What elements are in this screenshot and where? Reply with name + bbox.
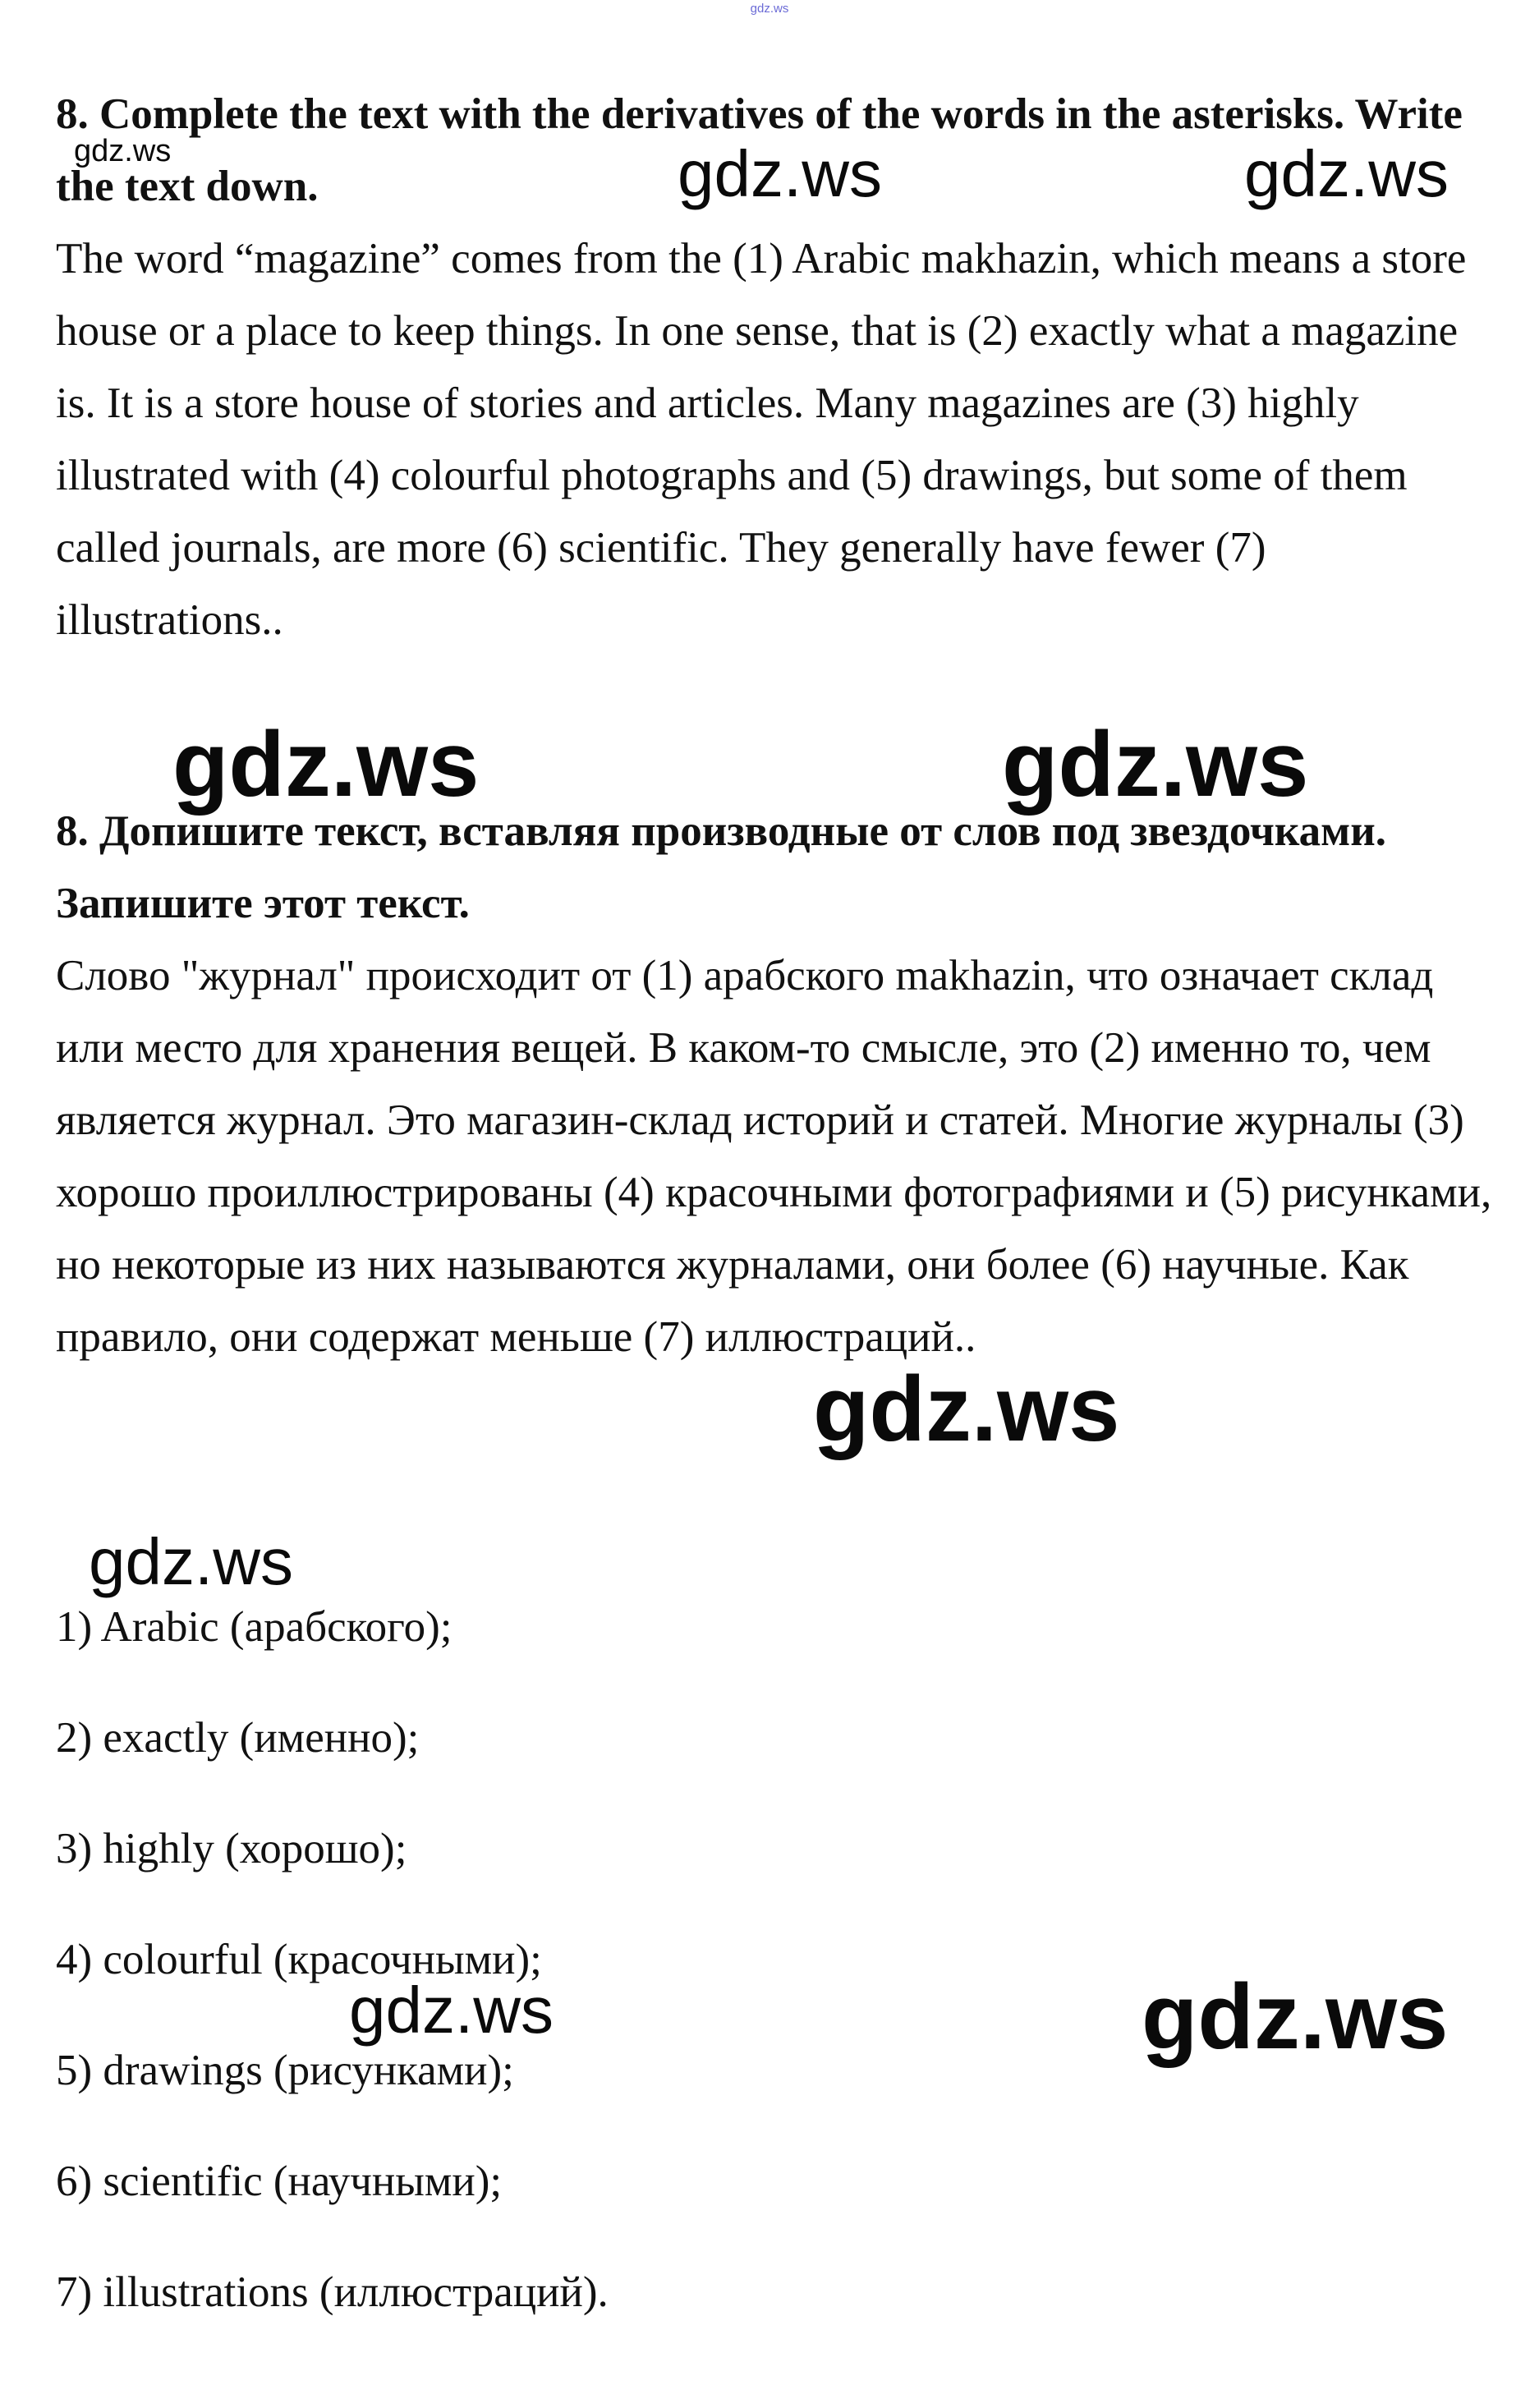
watermark-logo: gdz.ws [1142, 1965, 1449, 2068]
answer-item: 3) highly (хорошо); [56, 1825, 407, 1873]
russian-section [56, 795, 1501, 1373]
watermark-logo: gdz.ws [349, 1974, 554, 2047]
answer-item: 2) exactly (именно); [56, 1714, 420, 1762]
russian-heading: 8. Допишите текст, вставляя производные от слов под звездочками. Запишите этот текст. [56, 807, 1386, 927]
watermark-logo: gdz.ws [813, 1358, 1120, 1460]
russian-text: Слово "журнал" происходит от (1) арабского makhazin, что означает склад или место для хранения вещей. В каком-то смысле, это (2) именно то, чем является журнал. Это магазин-склад историй и статей. Многие журналы (3) хорошо проиллюстрированы (4) красочными фотографиями и (5) рисунками, но некоторые из них называются журналами, они более (6) научные. Как правило, они содержат меньше (7) иллюстраций.. [56, 952, 1492, 1361]
watermark-logo: gdz.ws [1002, 713, 1309, 816]
watermark-logo: gdz.ws [89, 1525, 293, 1598]
answer-item: 6) scientific (научными); [56, 2158, 503, 2205]
answer-item: 7) illustrations (иллюстраций). [56, 2268, 609, 2316]
english-heading: 8. Complete the text with the derivatives of the words in the asterisks. Write the text down. [56, 90, 1463, 210]
watermark-logo: gdz.ws [678, 137, 882, 210]
watermark-logo: gdz.ws [74, 134, 172, 168]
answer-item: 1) Arabic (арабского); [56, 1603, 453, 1651]
answer-item: 4) colourful (красочными); [56, 1936, 542, 1983]
watermark-logo: gdz.ws [172, 713, 480, 816]
watermark-top: gdz.ws [750, 2, 789, 16]
watermark-logo: gdz.ws [1244, 137, 1449, 210]
answer-item: 5) drawings (рисунками); [56, 2047, 514, 2094]
english-text: The word “magazine” comes from the (1) Arabic makhazin, which means a store house or a place to keep things. In one sense, that is (2) exactly what a magazine is. It is a store house of stories and articles. Many magazines are (3) highly illustrated with (4) colourful photographs and (5) drawings, but some of them called journals, are more (6) scientific. They generally have fewer (7) illustrations.. [56, 235, 1467, 644]
